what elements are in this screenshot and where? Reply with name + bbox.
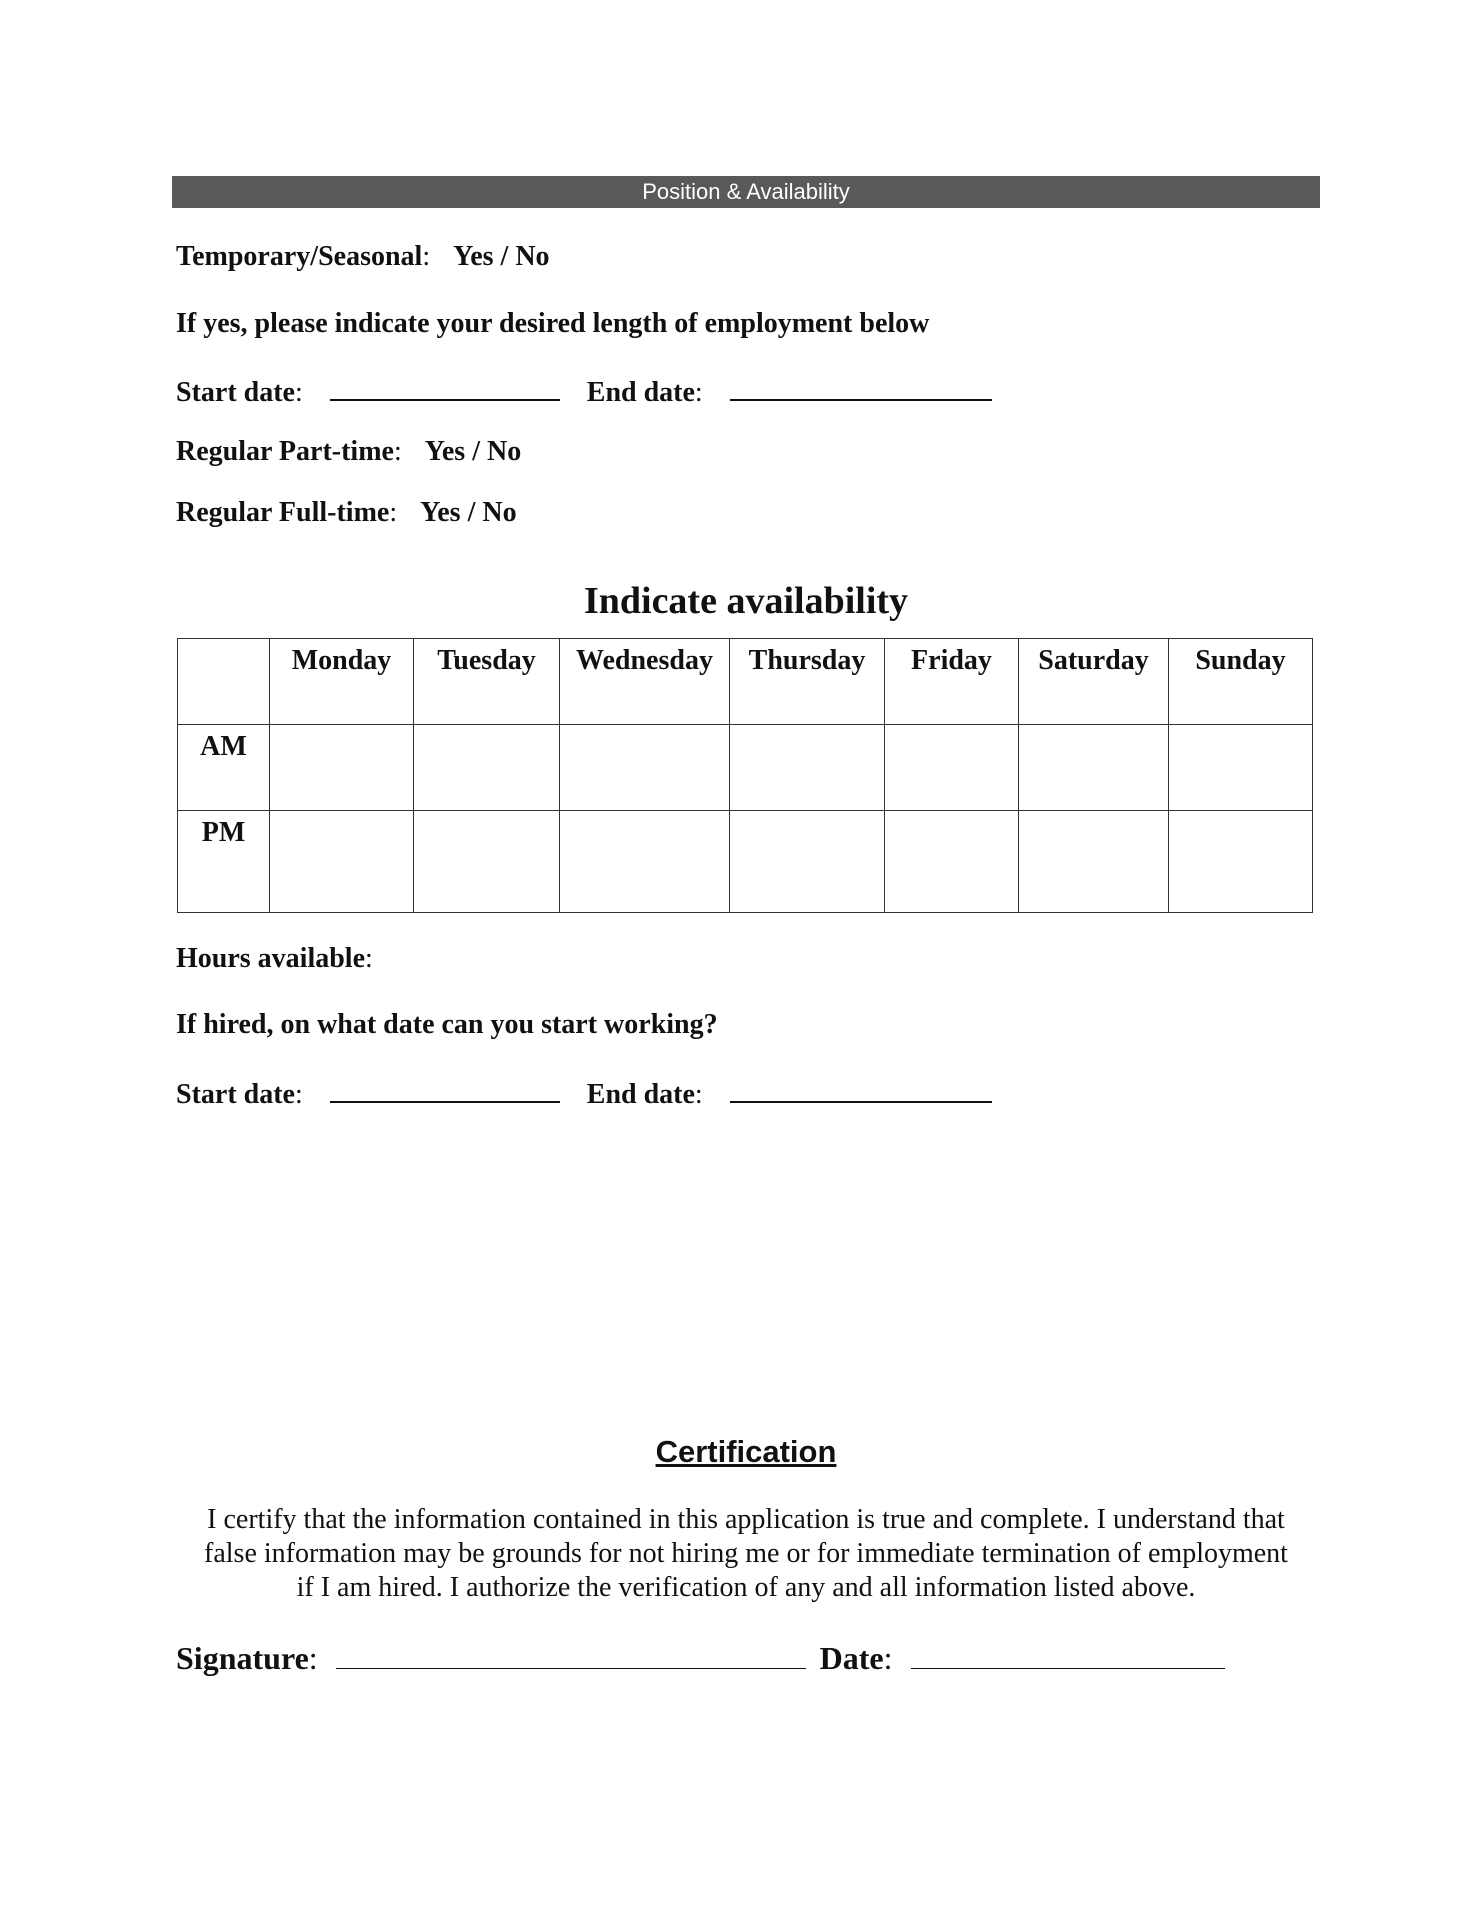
- corner-cell: [178, 639, 270, 725]
- hired-end-date-colon: :: [694, 1079, 703, 1110]
- cell-am-wednesday[interactable]: [560, 725, 730, 811]
- cell-am-thursday[interactable]: [730, 725, 885, 811]
- certification-title: Certification: [655, 1434, 837, 1469]
- section-title: Position & Availability: [642, 179, 850, 204]
- certification-line-2: false information may be grounds for not hiring me or for immediate termination of employment: [204, 1538, 1288, 1569]
- cell-am-friday[interactable]: [885, 725, 1019, 811]
- availability-row-pm: [178, 811, 1313, 913]
- regular-full-time-row: [176, 496, 517, 530]
- row-label-am: AM: [178, 725, 270, 811]
- cell-pm-thursday[interactable]: [730, 811, 885, 913]
- day-header-sunday: Sunday: [1169, 639, 1313, 725]
- availability-title: Indicate availability: [583, 580, 909, 622]
- cell-am-tuesday[interactable]: [414, 725, 560, 811]
- certification-text: [172, 1503, 1320, 1605]
- hired-end-date-label: End date: [586, 1079, 695, 1110]
- hired-dates-row: [176, 1075, 992, 1112]
- cell-pm-monday[interactable]: [270, 811, 414, 913]
- signature-date-label: Date: [819, 1640, 884, 1676]
- hours-available-label: Hours available: [176, 943, 366, 974]
- hired-start-date-colon: :: [294, 1079, 303, 1110]
- start-date-field[interactable]: [330, 373, 560, 401]
- regular-full-time-label: Regular Full-time: [176, 497, 390, 528]
- regular-part-time-colon: :: [393, 436, 402, 467]
- cell-pm-wednesday[interactable]: [560, 811, 730, 913]
- availability-header-row: [178, 639, 1313, 725]
- day-header-saturday: Saturday: [1019, 639, 1169, 725]
- temporary-seasonal-options[interactable]: Yes / No: [453, 241, 550, 272]
- day-header-friday: Friday: [885, 639, 1019, 725]
- length-of-employment-prompt: If yes, please indicate your desired length of employment below: [176, 308, 930, 339]
- cell-am-saturday[interactable]: [1019, 725, 1169, 811]
- desired-dates-row: [176, 373, 992, 410]
- signature-colon: :: [308, 1640, 318, 1676]
- cell-am-monday[interactable]: [270, 725, 414, 811]
- day-header-tuesday: Tuesday: [414, 639, 560, 725]
- hired-end-date-field[interactable]: [730, 1075, 992, 1103]
- cell-pm-saturday[interactable]: [1019, 811, 1169, 913]
- temporary-seasonal-row: [176, 240, 550, 274]
- day-header-wednesday: Wednesday: [560, 639, 730, 725]
- regular-part-time-options[interactable]: Yes / No: [424, 436, 522, 467]
- availability-row-am: [178, 725, 1313, 811]
- day-header-monday: Monday: [270, 639, 414, 725]
- temporary-seasonal-label: Temporary/Seasonal: [176, 241, 423, 272]
- day-header-thursday: Thursday: [730, 639, 885, 725]
- signature-date-colon: :: [883, 1640, 893, 1676]
- signature-label: Signature: [176, 1640, 309, 1676]
- start-date-colon: :: [294, 377, 303, 408]
- section-header-position-availability: [172, 176, 1320, 208]
- end-date-colon: :: [694, 377, 703, 408]
- hours-available-row: [176, 942, 373, 976]
- regular-part-time-row: [176, 435, 521, 469]
- signature-row: [176, 1638, 1225, 1678]
- hired-start-date-field[interactable]: [330, 1075, 560, 1103]
- regular-part-time-label: Regular Part-time: [176, 436, 394, 467]
- certification-line-3: if I am hired. I authorize the verification of any and all information listed above.: [296, 1572, 1196, 1603]
- cell-pm-sunday[interactable]: [1169, 811, 1313, 913]
- cell-pm-friday[interactable]: [885, 811, 1019, 913]
- cell-am-sunday[interactable]: [1169, 725, 1313, 811]
- certification-line-1: I certify that the information contained in this application is true and complete. I understand that: [207, 1504, 1285, 1535]
- regular-full-time-options[interactable]: Yes / No: [420, 497, 517, 528]
- availability-table: [177, 638, 1313, 913]
- start-date-label: Start date: [176, 377, 295, 408]
- signature-field[interactable]: [336, 1638, 806, 1669]
- hours-available-colon: :: [365, 943, 373, 974]
- end-date-label: End date: [586, 377, 695, 408]
- cell-pm-tuesday[interactable]: [414, 811, 560, 913]
- temporary-seasonal-colon: :: [422, 241, 431, 272]
- signature-date-field[interactable]: [911, 1638, 1225, 1669]
- hired-start-prompt: If hired, on what date can you start working?: [176, 1009, 718, 1040]
- row-label-pm: PM: [178, 811, 270, 913]
- regular-full-time-colon: :: [389, 497, 398, 528]
- end-date-field[interactable]: [730, 373, 992, 401]
- hired-start-date-label: Start date: [176, 1079, 295, 1110]
